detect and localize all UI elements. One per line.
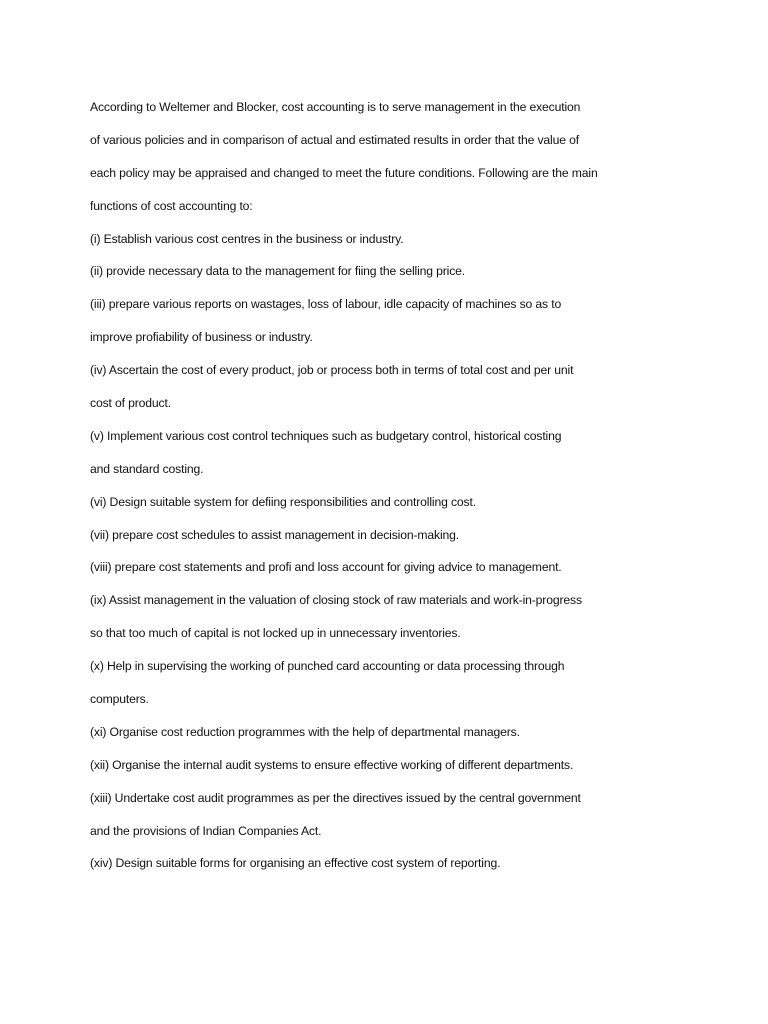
text-line: (xiv) Design suitable forms for organising an effective cost system of reporting.	[90, 856, 501, 871]
text-line: of various policies and in comparison of actual and estimated results in order that the value of	[90, 132, 579, 147]
text-line: (xi) Organise cost reduction programmes with the help of departmental managers.	[90, 724, 520, 739]
text-line: (viii) prepare cost statements and profi and loss account for giving advice to management.	[90, 560, 562, 575]
text-line: and the provisions of Indian Companies Act.	[90, 823, 322, 838]
text-line: According to Weltemer and Blocker, cost accounting is to serve management in the execution	[90, 100, 581, 114]
text-line: improve profiability of business or industry.	[90, 330, 313, 345]
text-line: (i) Establish various cost centres in the business or industry.	[90, 231, 404, 246]
text-line: (v) Implement various cost control techniques such as budgetary control, historical costing	[90, 428, 562, 443]
document-text	[90, 91, 670, 880]
text-line: (iii) prepare various reports on wastages, loss of labour, idle capacity of machines so as to	[90, 297, 562, 312]
text-line: each policy may be appraised and changed to meet the future conditions. Following are the main	[90, 165, 598, 180]
text-line: (iv) Ascertain the cost of every product, job or process both in terms of total cost and per unit	[90, 363, 574, 378]
text-line: cost of product.	[90, 396, 171, 411]
text-line: (ii) provide necessary data to the management for fiing the selling price.	[90, 264, 466, 279]
text-line: (xiii) Undertake cost audit programmes as per the directives issued by the central government	[90, 790, 581, 805]
text-line: (vii) prepare cost schedules to assist management in decision-making.	[90, 527, 459, 542]
text-line: (ix) Assist management in the valuation of closing stock of raw materials and work-in-progress	[90, 593, 582, 608]
text-line: so that too much of capital is not locked up in unnecessary inventories.	[90, 626, 461, 641]
text-line: (xii) Organise the internal audit systems to ensure effective working of different departments.	[90, 757, 574, 772]
text-line: (vi) Design suitable system for defiing responsibilities and controlling cost.	[90, 494, 476, 509]
text-line: computers.	[90, 692, 149, 707]
text-line: and standard costing.	[90, 461, 204, 476]
text-line: (x) Help in supervising the working of punched card accounting or data processing through	[90, 659, 565, 674]
text-line: functions of cost accounting to:	[90, 198, 253, 213]
